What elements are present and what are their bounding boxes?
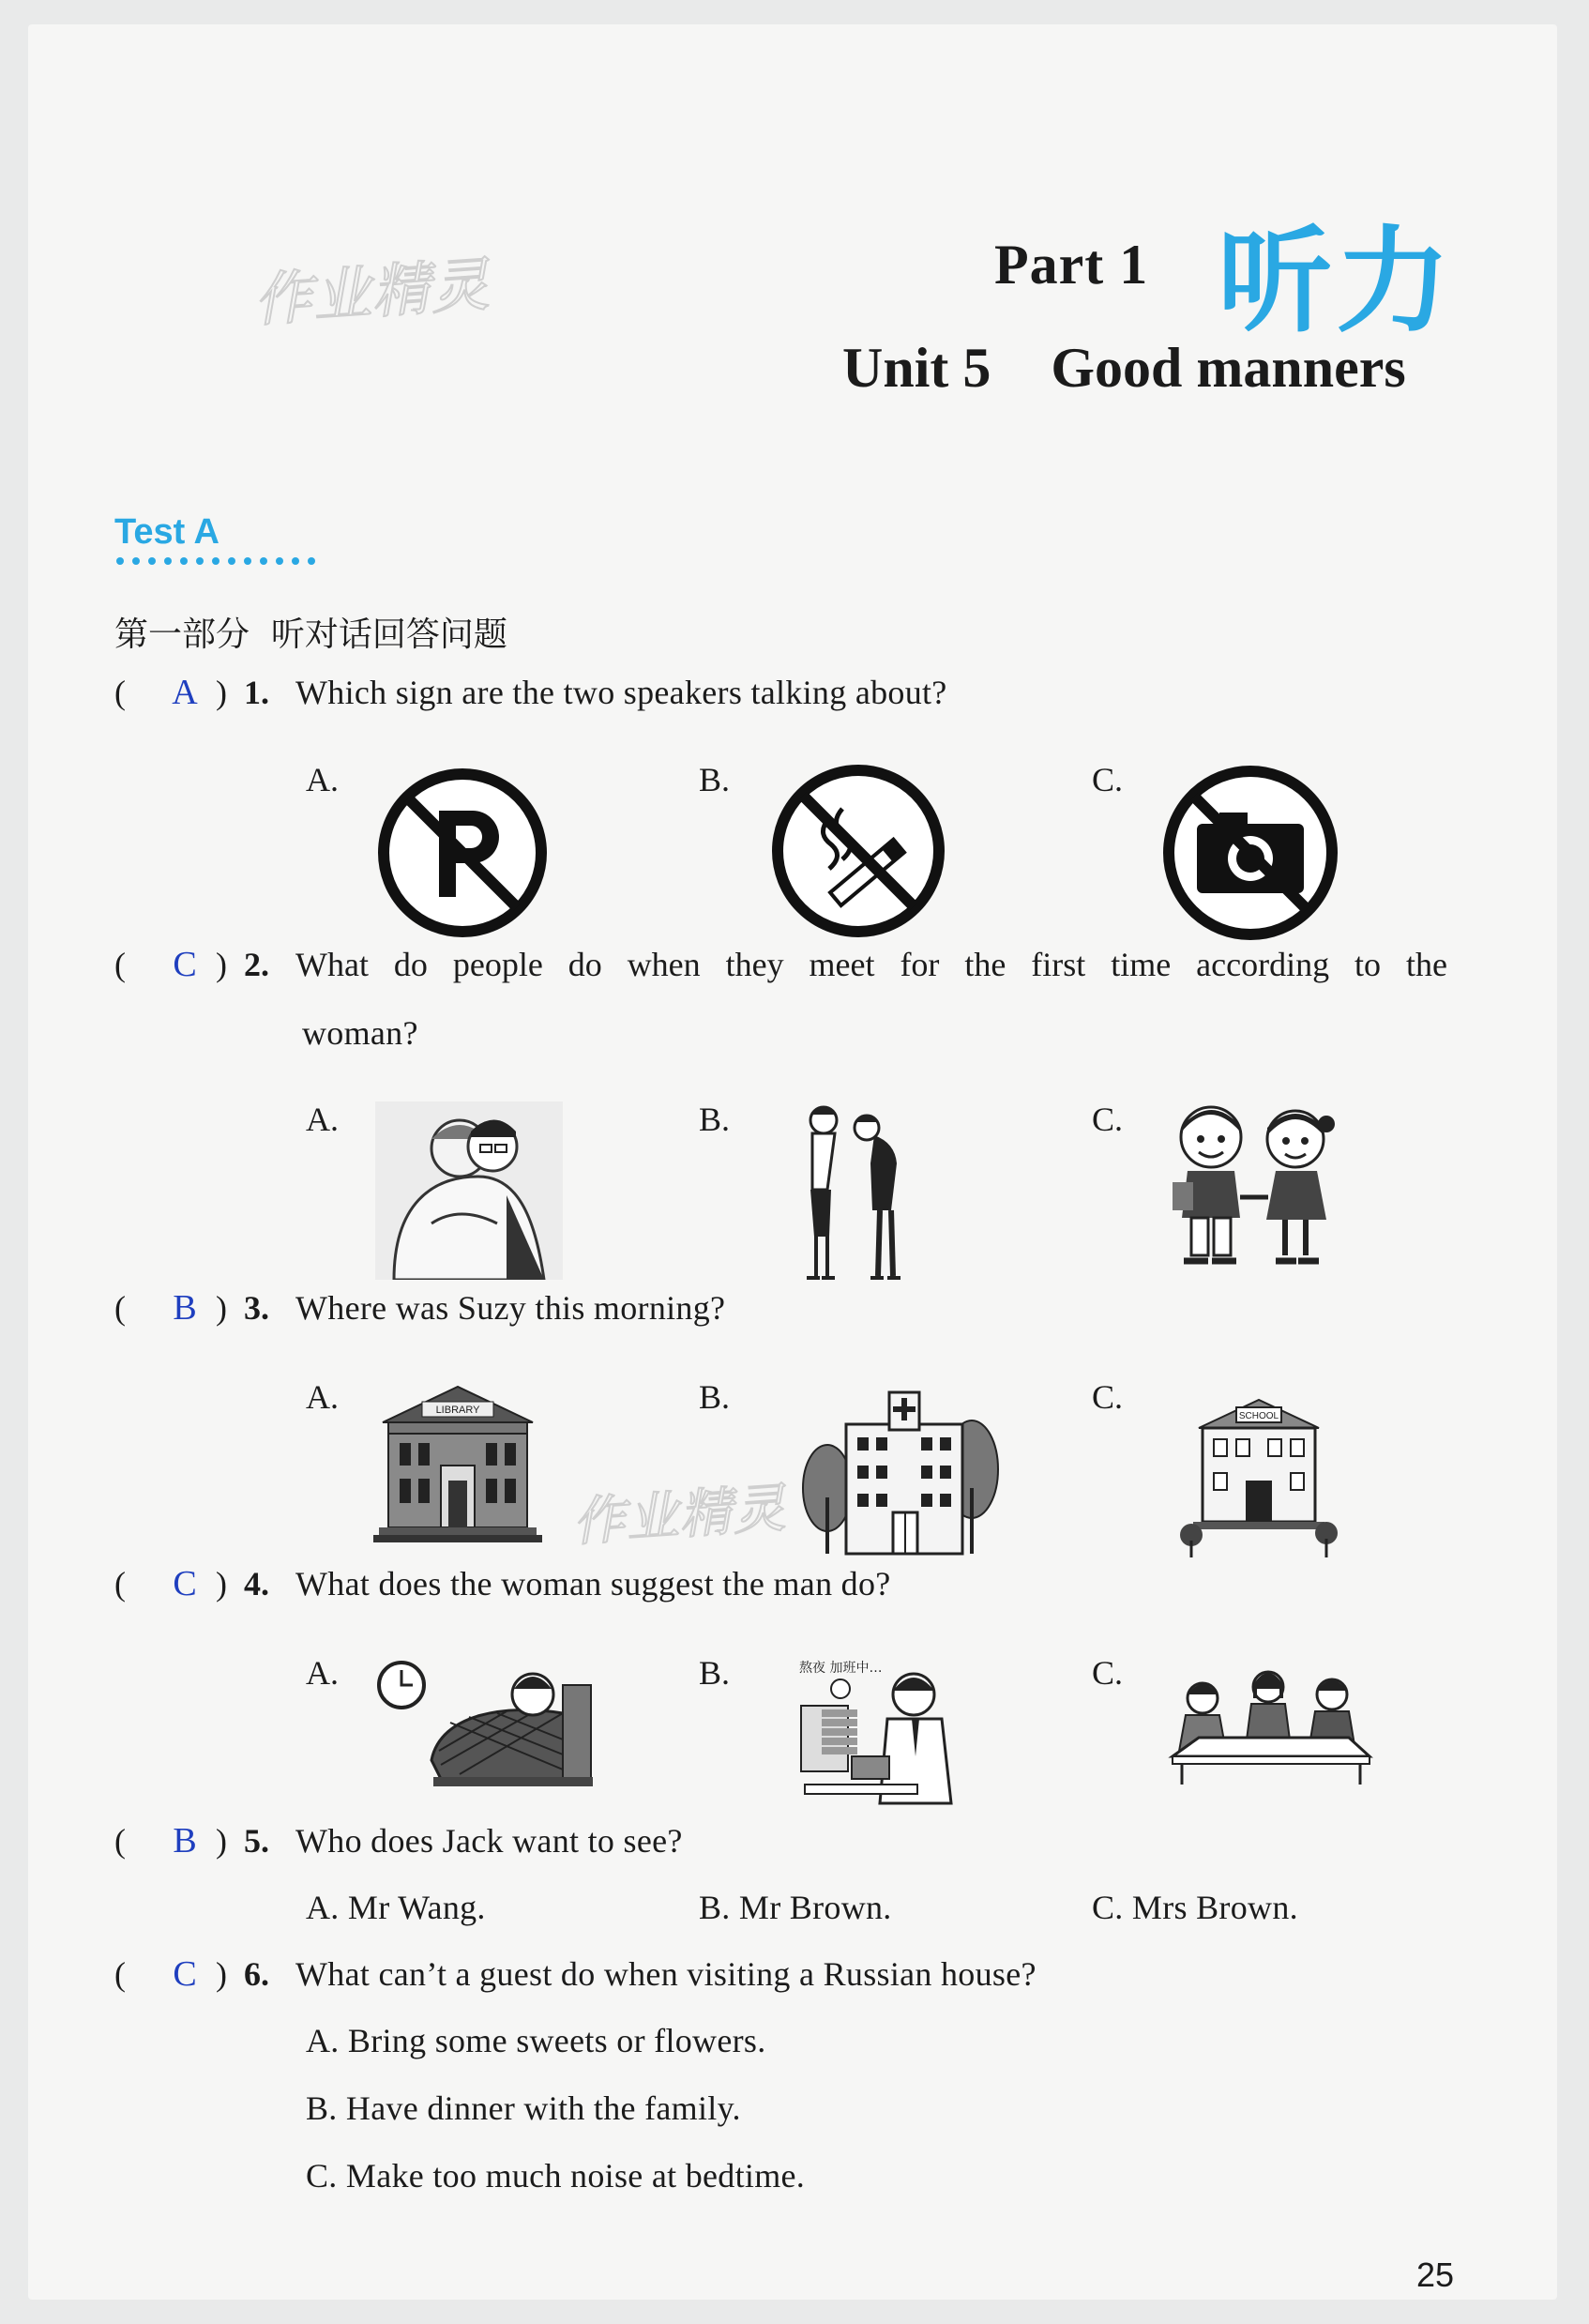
option-label: B. [699,1378,731,1416]
unit-title [842,336,1406,401]
answer-2: C [173,945,197,984]
option-label: A. [306,761,339,798]
answer-5: B [173,1821,197,1861]
question-text: What can’t a guest do when visiting a Russian house? [295,1955,1037,1993]
question-5: ( B ) 5. Who does Jack want to see? [114,1821,683,1861]
question-6: ( C ) 6. What can’t a guest do when visiting a Russian house? [114,1954,1037,1994]
option-label: B. [699,761,731,798]
question-number: 2. [244,946,269,983]
shaking-hands-children-illustration [1159,1100,1347,1284]
group-study-illustration [1161,1666,1377,1788]
question-number: 4. [244,1565,269,1602]
working-late-caption: 熬夜 加班中… [799,1661,883,1676]
watermark-middle: 作业精灵 [570,1478,789,1554]
option-c: C. Mrs Brown. [1092,1889,1298,1926]
unit-name: Good manners [1051,337,1406,399]
option-b: B. Have dinner with the family. [306,2089,741,2127]
test-label-dots [116,557,315,565]
option-a: A. Bring some sweets or flowers. [306,2022,766,2059]
hugging-people-illustration [375,1101,563,1280]
school-sign: SCHOOL [1238,1411,1279,1421]
option-label: C. [1092,761,1124,798]
question-text: What do people do when they meet for the first time according to the [295,946,1447,983]
question-1: ( A ) 1. Which sign are the two speakers talking about? [114,673,947,712]
question-4: ( C ) 4. What does the woman suggest the man do? [114,1564,891,1603]
option-label: B. [699,1101,731,1138]
textbook-page [28,24,1557,2300]
question-number: 1. [244,674,269,711]
option-b: B. Mr Brown. [699,1889,892,1926]
library-sign: LIBRARY [435,1405,480,1416]
question-text: What does the woman suggest the man do? [295,1565,891,1602]
question-text: Where was Suzy this morning? [295,1289,726,1327]
bowing-people-illustration [769,1101,938,1285]
sleeping-in-bed-illustration [375,1657,600,1788]
test-label: Test A [114,512,219,552]
section-title: 第一部分 听对话回答问题 [114,615,507,654]
answer-6: C [173,1954,197,1994]
option-label: C. [1092,1101,1124,1138]
question-number: 6. [244,1955,269,1993]
no-camera-icon [1159,762,1341,944]
option-label: C. [1092,1378,1124,1416]
question-text: Which sign are the two speakers talking about? [295,674,947,711]
answer-3: B [173,1288,197,1328]
hospital-building-illustration [788,1375,1013,1563]
question-number: 3. [244,1289,269,1327]
unit-label: Unit 5 [842,337,991,399]
school-building-illustration [1174,1381,1343,1559]
answer-1: A [172,673,198,712]
question-text: Who does Jack want to see? [295,1822,683,1860]
option-label: A. [306,1378,339,1416]
option-a: A. Mr Wang. [306,1889,486,1926]
option-label: A. [306,1101,339,1138]
part-label: Part 1 [994,234,1149,296]
part-chinese-title: 听力 [1218,215,1454,348]
question-2: ( C ) 2. What do people do when they meet for the first time according to the [114,945,1447,984]
no-smoking-icon [769,762,947,940]
option-c: C. Make too much noise at bedtime. [306,2157,806,2195]
option-label: C. [1092,1654,1124,1692]
question-number: 5. [244,1822,269,1860]
question-3: ( B ) 3. Where was Suzy this morning? [114,1288,726,1328]
question-text-continued: woman? [302,1014,418,1052]
watermark-top: 作业精灵 [251,250,492,335]
option-label: B. [699,1654,731,1692]
answer-4: C [173,1564,197,1603]
page-number: 25 [1416,2256,1455,2294]
option-label: A. [306,1654,339,1692]
no-parking-icon [375,766,550,940]
library-building-illustration [373,1375,542,1544]
working-late-illustration [795,1653,964,1807]
